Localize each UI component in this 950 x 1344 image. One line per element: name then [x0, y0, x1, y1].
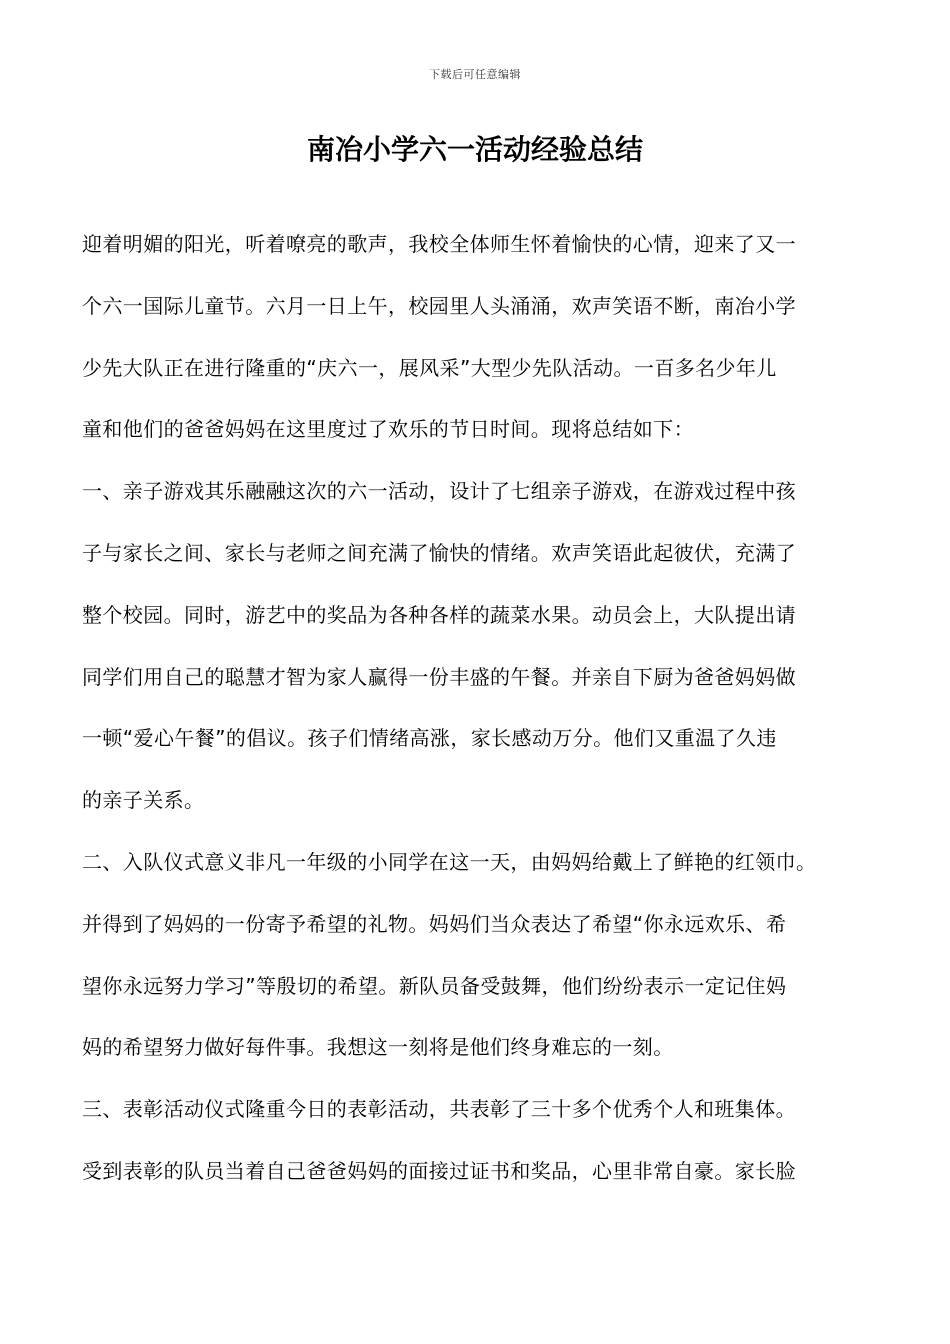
body-line: 子与家长之间、家长与老师之间充满了愉快的情绪。欢声笑语此起彼伏，充满了: [82, 540, 796, 565]
body-line: 一、亲子游戏其乐融融这次的六一活动，设计了七组亲子游戏，在游戏过程中孩: [82, 479, 796, 504]
body-line: 望你永远努力学习”等殷切的希望。新队员备受鼓舞，他们纷纷表示一定记住妈: [82, 973, 787, 998]
body-line: 同学们用自己的聪慧才智为家人赢得一份丰盛的午餐。并亲自下厨为爸爸妈妈做: [82, 664, 796, 689]
body-line: 一顿“爱心午餐”的倡议。孩子们情绪高涨，家长感动万分。他们又重温了久违: [82, 726, 777, 751]
body-line: 二、入队仪式意义非凡一年级的小同学在这一天，由妈妈给戴上了鲜艳的红领巾。: [82, 849, 817, 874]
body-line: 少先大队正在进行隆重的“庆六一，展风采”大型少先队活动。一百多名少年儿: [82, 355, 777, 380]
body-line: 三、表彰活动仪式隆重今日的表彰活动，共表彰了三十多个优秀个人和班集体。: [82, 1097, 796, 1122]
body-line: 并得到了妈妈的一份寄予希望的礼物。妈妈们当众表达了希望“你永远欢乐、希: [82, 911, 787, 936]
body-line: 迎着明媚的阳光，听着嘹亮的歌声，我校全体师生怀着愉快的心情，迎来了又一: [82, 232, 796, 256]
document-body: [82, 214, 872, 1203]
body-line: 个六一国际儿童节。六月一日上午，校园里人头涌涌，欢声笑语不断，南冶小学: [82, 293, 796, 318]
body-line: 妈的希望努力做好每件事。我想这一刻将是他们终身难忘的一刻。: [82, 1035, 674, 1060]
body-line: 童和他们的爸爸妈妈在这里度过了欢乐的节日时间。现将总结如下：: [82, 417, 694, 442]
body-line: 整个校园。同时，游艺中的奖品为各种各样的蔬菜水果。动员会上，大队提出请: [82, 602, 796, 627]
header-note: 下载后可任意编辑: [429, 68, 521, 81]
body-line: 的亲子关系。: [82, 788, 205, 813]
body-line: 受到表彰的队员当着自己爸爸妈妈的面接过证书和奖品，心里非常自豪。家长脸: [82, 1158, 796, 1183]
document-title: 南冶小学六一活动经验总结: [306, 133, 643, 166]
